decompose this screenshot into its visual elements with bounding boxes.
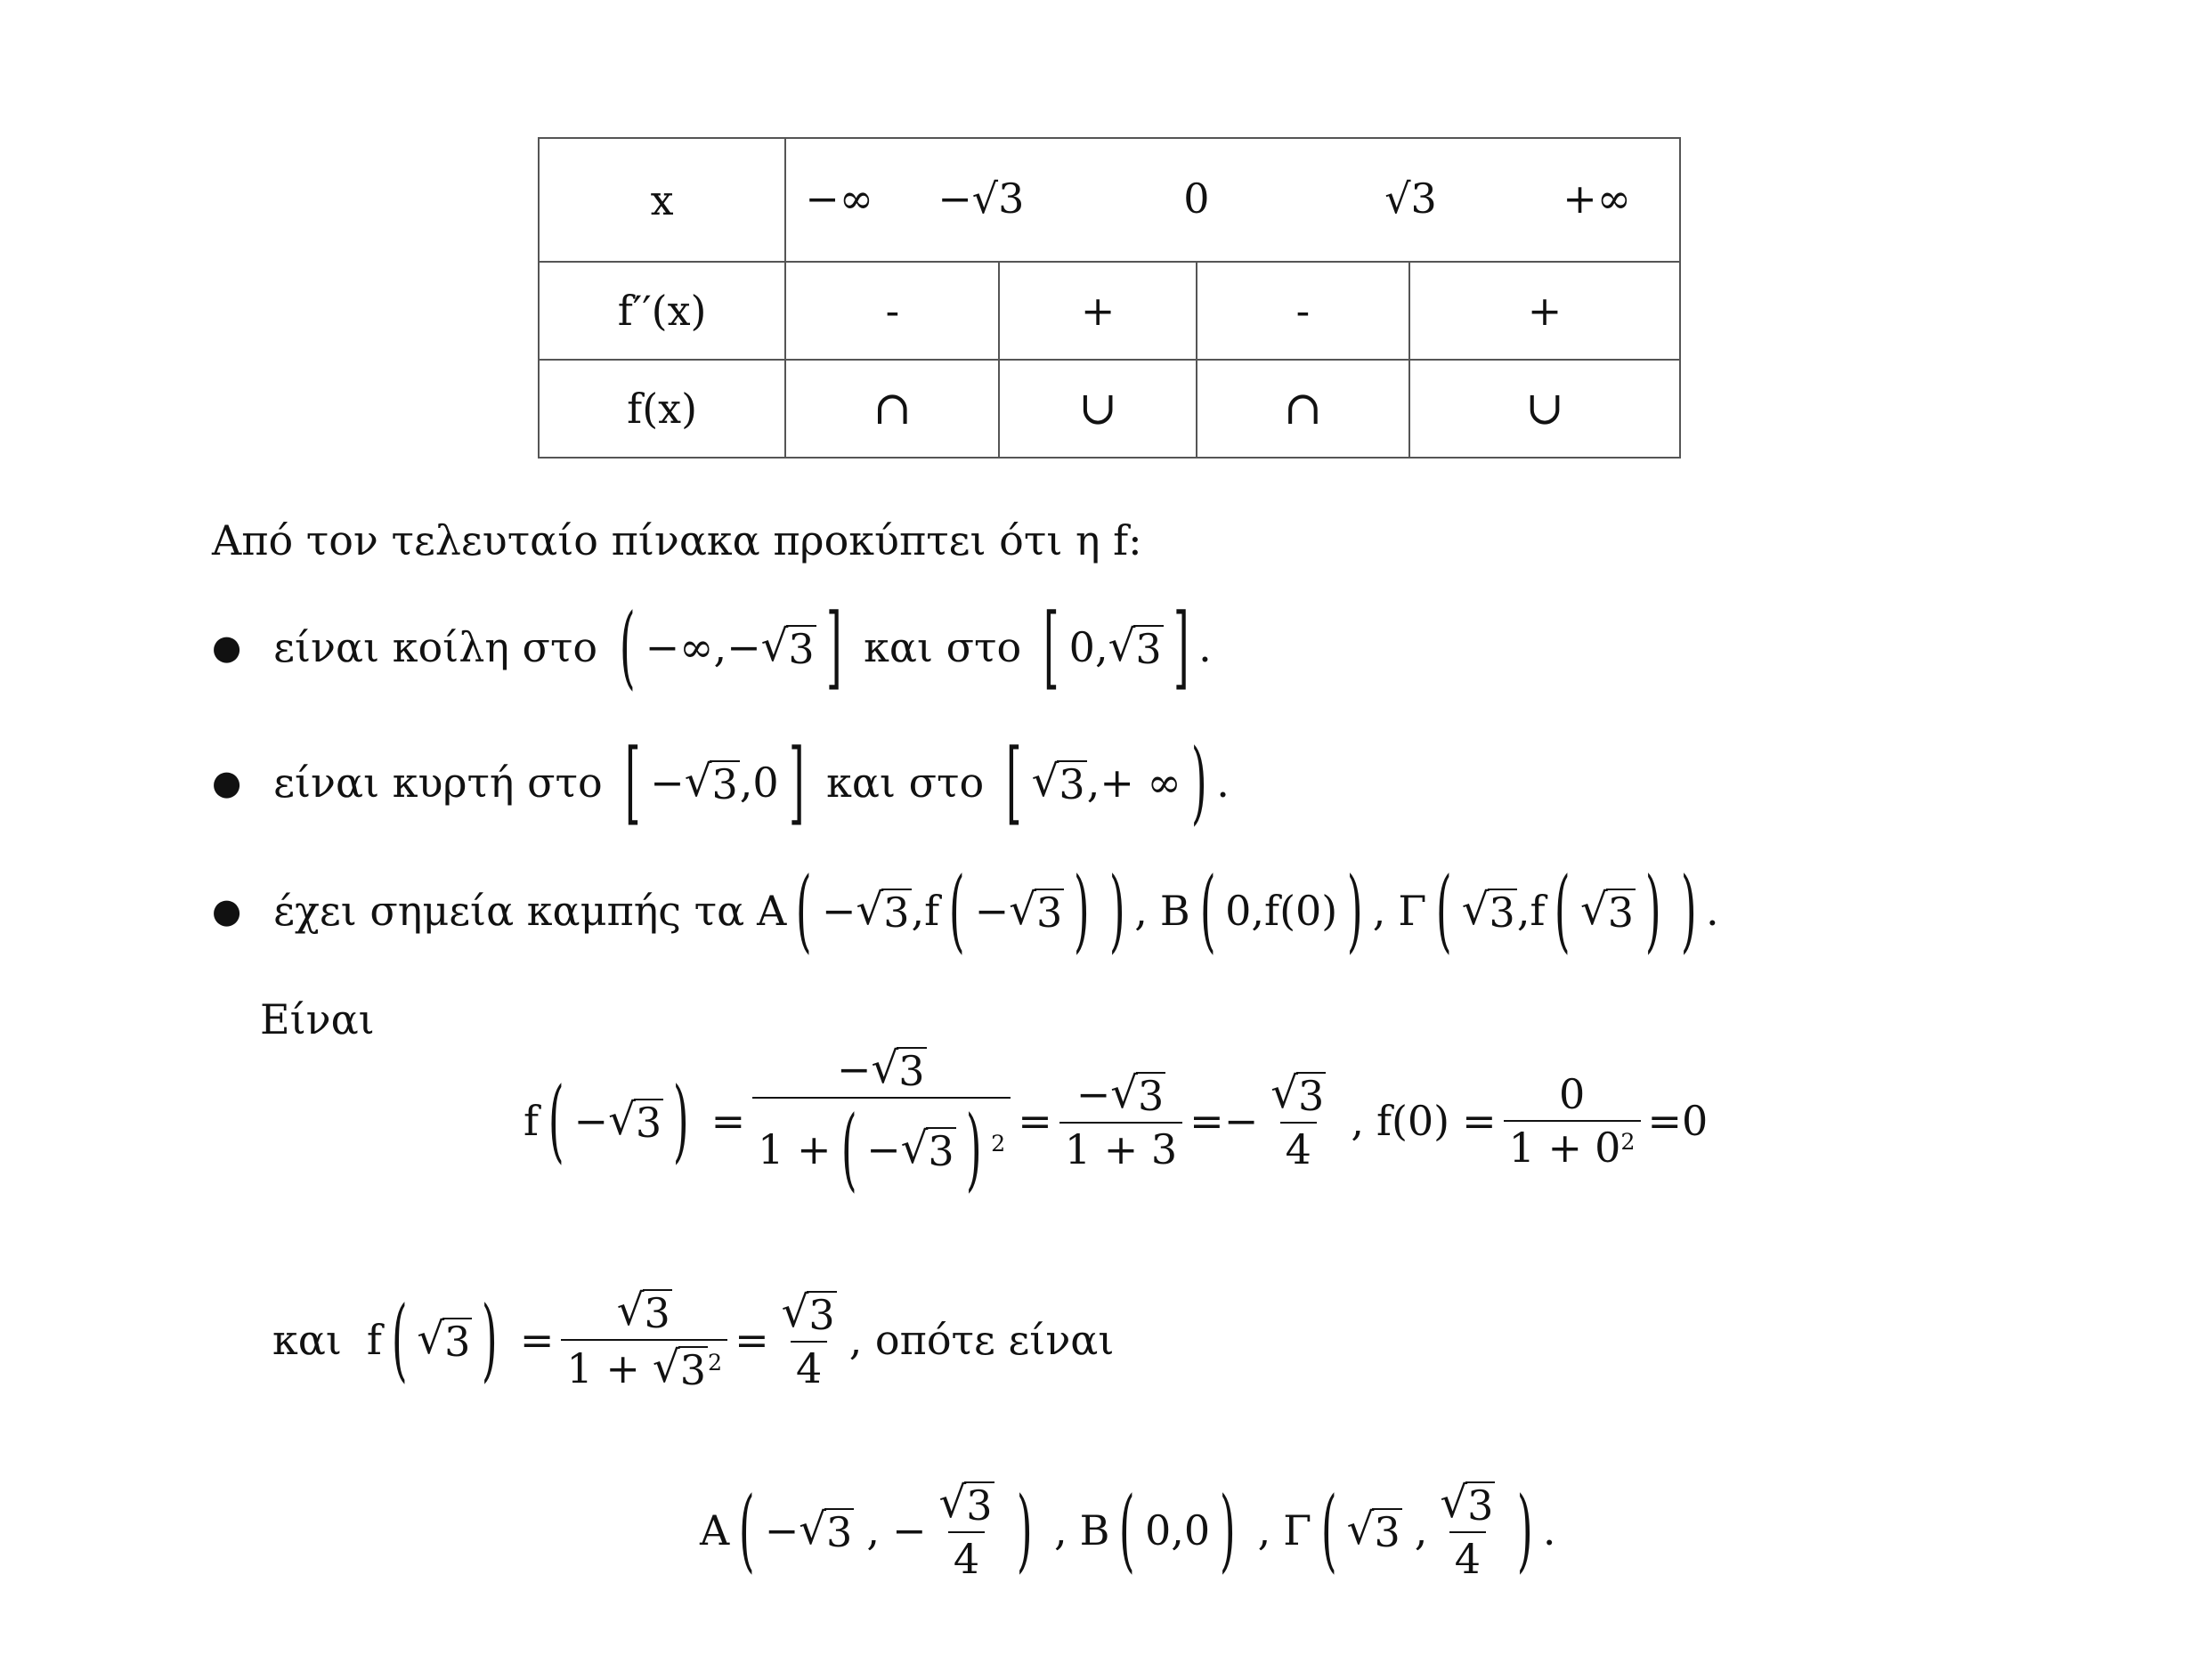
x-values-cell (785, 138, 1680, 262)
x-value-minus-root3: −√3 (938, 174, 1025, 223)
table-row-second-derivative-label: f′′(x) (539, 262, 785, 360)
fraction: √ 3 1 + √ 3 2 (561, 1289, 727, 1391)
sign-cell: + (1409, 262, 1680, 360)
square-root: √ 3 (1108, 621, 1162, 673)
x-value-minus-infinity: −∞ (805, 174, 874, 223)
concave-down-icon: ∩ (785, 360, 999, 458)
sign-cell: + (999, 262, 1196, 360)
bullet-inflection-points: ● έχει σημεία καμπής τα A ( − √ 3 , f ( − √ 3 ) ) , B ( 0 , f(0) ) , Γ ( √ 3 , f ( √ 3 ) ) . (212, 857, 1719, 962)
bullet-concave-intervals: ● είναι κοίλη στο ( − ∞ , − √ 3 ] και στο [ 0 , √ 3 ] . (212, 594, 1212, 699)
fraction: √ 3 4 (1440, 1478, 1494, 1583)
x-value-zero: 0 (1183, 174, 1210, 223)
bullet-convex-intervals: ● είναι κυρτή στο [ − √ 3 , 0 ] και στο [ √ 3 , + ∞ ) . (212, 729, 1230, 834)
bullet-icon: ● (212, 890, 242, 930)
fraction: √ 3 4 (1270, 1067, 1325, 1173)
label-einai: Είναι (260, 995, 375, 1043)
fraction: − √ 3 1 + 3 (1059, 1072, 1182, 1170)
square-root: √ 3 (760, 621, 815, 673)
table-header-x: x (539, 138, 785, 262)
fraction: 0 1 + 0 2 (1504, 1074, 1641, 1168)
equation-f-root3: και f ( √ 3 ) = √ 3 1 + √ 3 2 = √ 3 4 , οπότε είναι (272, 1286, 1115, 1394)
x-value-root3: √3 (1384, 174, 1437, 223)
fraction: √ 3 4 (781, 1287, 835, 1392)
fraction: − √ 3 1 + ( − √ 3 ) 2 (752, 1047, 1011, 1194)
concave-down-icon: ∩ (1197, 360, 1409, 458)
concave-up-icon: ∪ (1409, 360, 1680, 458)
equation-inflection-points-coordinates: A ( − √ 3 , − √ 3 4 ) , B ( 0 , 0 ) , Γ ( √ 3 , √ 3 4 ) . (700, 1477, 1556, 1583)
table-row-function-label: f(x) (539, 360, 785, 458)
fraction: √ 3 4 (938, 1478, 993, 1583)
square-root: √ 3 (1031, 756, 1085, 808)
x-value-plus-infinity: +∞ (1563, 174, 1632, 223)
equation-f-minus-root3-and-f0: f ( − √ 3 ) = − √ 3 1 + ( − √ 3 ) 2 = − √ 3 1 + 3 = − √ 3 4 , f(0) = 0 1 + 0 2 = 0 (524, 1043, 1709, 1201)
concave-up-icon: ∪ (999, 360, 1196, 458)
square-root: √ 3 (684, 756, 738, 808)
concavity-sign-table (538, 137, 1681, 459)
bullet-icon: ● (212, 762, 242, 802)
intro-paragraph: Από τον τελευταίο πίνακα προκύπτει ότι η f: (212, 516, 1142, 564)
bullet-icon: ● (212, 627, 242, 667)
sign-cell: - (785, 262, 999, 360)
sign-cell: - (1197, 262, 1409, 360)
